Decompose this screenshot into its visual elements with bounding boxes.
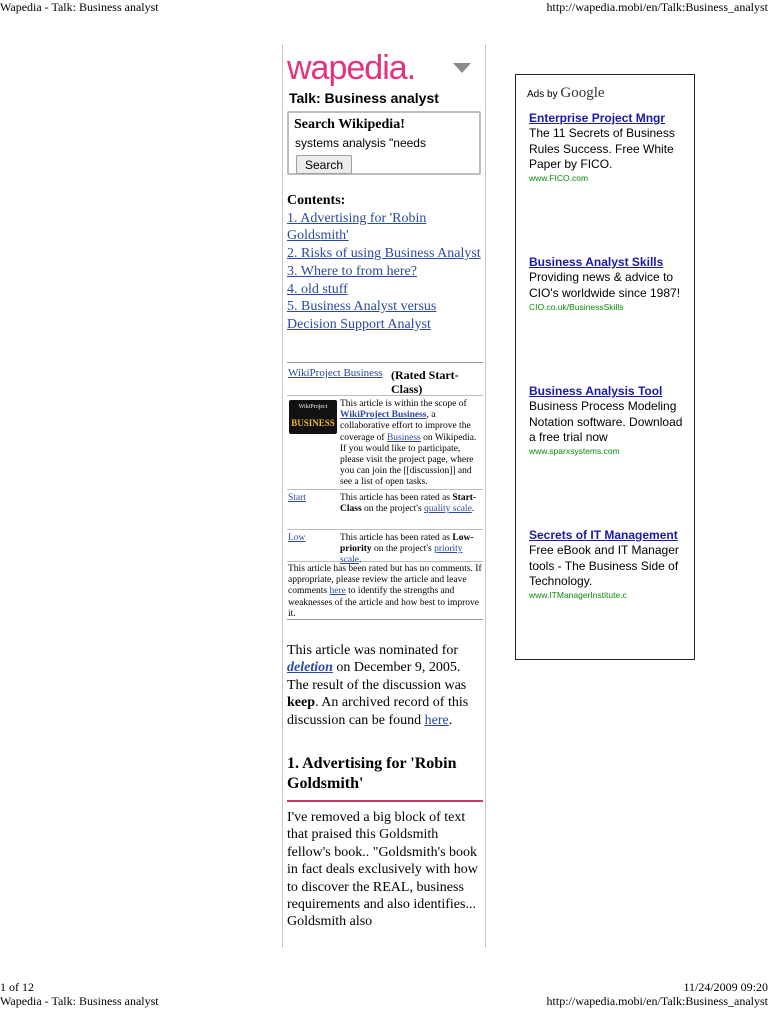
- wikiproject-scope-row: [287, 396, 483, 490]
- quality-text-part: .: [471, 504, 475, 515]
- triangle-down-icon[interactable]: [453, 63, 471, 73]
- scope-text: [340, 399, 482, 489]
- print-timestamp: 11/24/2009 09:20: [683, 980, 768, 994]
- priority-row: [287, 530, 483, 566]
- ad-description: The 11 Secrets of Business Rules Success. Free White Paper by FICO.: [529, 126, 675, 171]
- print-header-url: http://wapedia.mobi/en/Talk:Business_analyst: [546, 0, 768, 14]
- print-footer-row: [0, 994, 768, 1008]
- deletion-link[interactable]: deletion: [287, 660, 333, 676]
- ad-item: [529, 528, 689, 601]
- ads-label: Ads by: [527, 89, 561, 100]
- section-body: I've removed a big block of text that praised this Goldsmith fellow's book.. "Goldsmith's book in fact deals exclusively with how to discover the REAL, business requirements and also identifies... Goldsmith also: [287, 810, 478, 930]
- note-text-part: to identify the strengths and weaknesses of the article and how best to improve it.: [288, 586, 479, 619]
- ad-description: Business Process Modeling Notation software. Download a free trial now: [529, 399, 683, 444]
- search-panel: [287, 111, 481, 175]
- wapedia-page: [282, 44, 486, 948]
- print-header-title: Wapedia - Talk: Business analyst: [0, 0, 159, 14]
- low-priority-label: Low-priority: [340, 533, 474, 555]
- site-header: [287, 50, 483, 88]
- table-of-contents: [287, 192, 483, 334]
- rating-note: [287, 562, 483, 620]
- search-input[interactable]: [294, 134, 474, 151]
- quality-row: [287, 490, 483, 530]
- notice-text-part: . An archived record of this discussion can be found: [287, 695, 469, 728]
- keep-label: keep: [287, 695, 315, 711]
- ad-item: [529, 111, 689, 184]
- divider: [287, 362, 483, 363]
- notice-text-part: .: [448, 712, 453, 728]
- contents-title: Contents:: [287, 193, 346, 208]
- priority-scale-link[interactable]: priority scale: [340, 544, 463, 566]
- archive-here-link[interactable]: here: [424, 712, 449, 728]
- notice-text-part: This article was nominated for: [287, 643, 459, 658]
- wikiproject-link[interactable]: WikiProject Business: [288, 367, 383, 379]
- ad-item: [529, 255, 689, 313]
- scope-project-link[interactable]: WikiProject Business: [340, 410, 427, 421]
- deletion-notice: [287, 642, 485, 729]
- logo-small-text: WikiProject: [298, 404, 328, 410]
- priority-text-part: on the project's: [371, 544, 435, 555]
- google-wordmark: Google: [560, 85, 605, 101]
- contents-item[interactable]: 2. Risks of using Business Analyst: [287, 246, 481, 262]
- priority-text-part: This article has been rated as: [340, 533, 453, 543]
- section-heading: 1. Advertising for 'Robin Goldsmith': [287, 754, 483, 802]
- ads-by-google[interactable]: [527, 85, 605, 102]
- print-footer-url: http://wapedia.mobi/en/Talk:Business_analyst: [546, 994, 768, 1008]
- contents-item[interactable]: 1. Advertising for 'Robin Goldsmith': [287, 210, 427, 244]
- quality-text-part: on the project's: [361, 504, 425, 515]
- ad-url[interactable]: CIO.co.uk/BusinessSkills: [529, 301, 624, 312]
- ad-title-link[interactable]: Business Analysis Tool: [529, 384, 663, 398]
- ad-url[interactable]: www.FICO.com: [529, 173, 589, 184]
- quality-scale-link[interactable]: quality scale: [424, 504, 472, 515]
- ad-description: Free eBook and IT Manager tools - The Business Side of Technology.: [529, 543, 679, 588]
- wikiproject-business-logo: [289, 400, 337, 434]
- print-footer-title: Wapedia - Talk: Business analyst: [0, 994, 159, 1008]
- scope-text-part: on Wikipedia. If you would like to participate, please visit the project page, where you can join the [[discussion]] and see a list of open tasks.: [340, 432, 477, 488]
- ad-url[interactable]: www.sparxsystems.com: [529, 446, 620, 457]
- print-footer: [0, 980, 768, 1010]
- ad-title-link[interactable]: Business Analyst Skills: [529, 255, 664, 269]
- rating-label: (Rated Start-Class): [391, 368, 459, 396]
- contents-item[interactable]: 4. old stuff: [287, 281, 348, 297]
- search-button[interactable]: Search: [296, 155, 352, 174]
- ad-url[interactable]: www.ITManagerInstitute.c: [529, 590, 627, 601]
- ad-item: [529, 384, 689, 457]
- notice-text-part: on December 9, 2005. The result of the discussion was: [287, 660, 467, 693]
- page-count: 1 of 12: [0, 980, 34, 994]
- priority-text: [340, 533, 482, 567]
- google-ads-box: [515, 74, 695, 660]
- scope-text-part: , a collaborative effort to improve the coverage of: [340, 410, 471, 443]
- quality-text: [340, 493, 482, 515]
- print-header: [0, 0, 768, 16]
- ad-title-link[interactable]: Secrets of IT Management: [529, 528, 678, 542]
- start-class-link[interactable]: Start: [288, 493, 306, 503]
- contents-item[interactable]: 5. Business Analyst versus Decision Support Analyst: [287, 299, 437, 332]
- start-class-label: Start-Class: [340, 493, 477, 515]
- wikiproject-banner: [287, 364, 483, 620]
- ad-description: Providing news & advice to CIO's worldwide since 1987!: [529, 270, 681, 300]
- page-title: Talk: Business analyst: [289, 90, 439, 106]
- low-priority-link[interactable]: Low: [288, 533, 306, 543]
- ad-title-link[interactable]: Enterprise Project Mngr: [529, 111, 666, 125]
- quality-text-part: This article has been rated as: [340, 493, 453, 503]
- contents-item[interactable]: 3. Where to from here?: [287, 263, 417, 279]
- scope-text-part: This article is within the scope of: [340, 399, 467, 409]
- wikiproject-header-row: [287, 364, 483, 396]
- logo-word: BUSINESS: [291, 418, 335, 428]
- search-title: Search Wikipedia!: [294, 117, 405, 132]
- business-link[interactable]: Business: [386, 432, 421, 443]
- note-text-part: This article has been rated but has no comments. If appropriate, please review the article and leave comments: [288, 564, 482, 597]
- comments-here-link[interactable]: here: [329, 586, 346, 597]
- wapedia-logo[interactable]: wapedia.: [287, 49, 416, 87]
- priority-text-part: .: [359, 555, 362, 566]
